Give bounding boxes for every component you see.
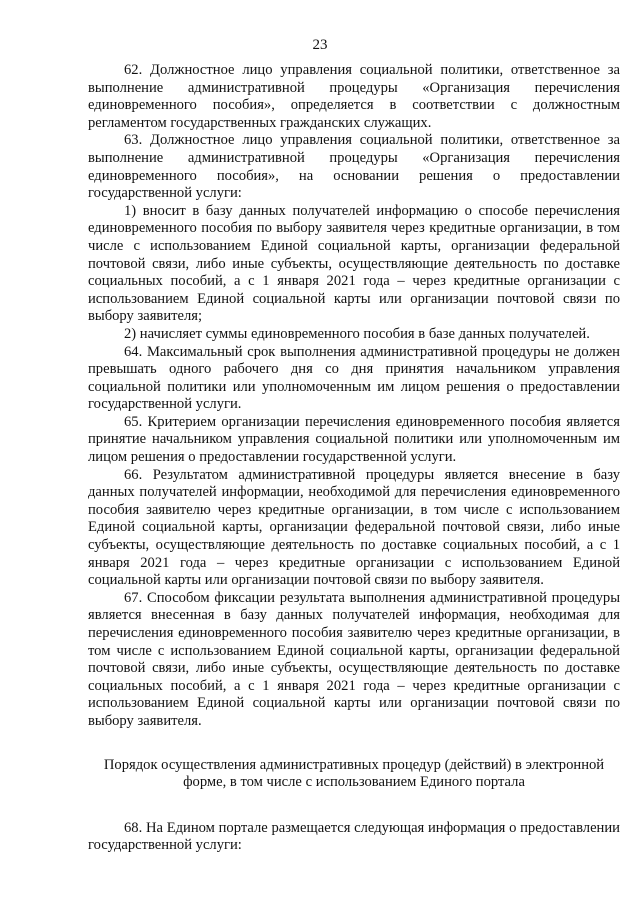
- page-number: 23: [312, 37, 328, 53]
- paragraph-64: 64. Максимальный срок выполнения административной процедуры не должен превышать одного рабочего дня со дня принятия начальником управления социальной политики или уполномоченным им лицом решения о предоставлении государственной услуги.: [88, 343, 620, 413]
- document-body: [88, 62, 620, 855]
- paragraph-62: 62. Должностное лицо управления социальной политики, ответственное за выполнение административной процедуры «Организация перечисления единовременного пособия», определяется в соответствии с должностным регламентом государственных гражданских служащих.: [88, 62, 620, 131]
- paragraph-63: 63. Должностное лицо управления социальной политики, ответственное за выполнение административной процедуры «Организация перечисления единовременного пособия», на основании решения о предоставлении государственной услуги:: [88, 132, 620, 202]
- section-heading: Порядок осуществления административных процедур (действий) в электронной форме, в том числе с использованием Единого портала: [103, 756, 605, 791]
- paragraph-65: 65. Критерием организации перечисления единовременного пособия является принятие начальником управления социальной политики или уполномоченным им лицом решения о предоставлении государственной услуги.: [88, 413, 620, 466]
- paragraph-63-item-2: 2) начисляет суммы единовременного пособия в базе данных получателей.: [124, 325, 590, 342]
- paragraph-68: 68. На Едином портале размещается следующая информация о предоставлении государственной услуги:: [88, 819, 620, 854]
- paragraph-67: 67. Способом фиксации результата выполнения административной процедуры является внесенная в базу данных получателей информация, необходимая для перечисления единовременного пособия заявителю через кредитные организации, в том числе с использованием Единой социальной карты, организации федеральной почтовой связи, либо иные субъекты, осуществляющие деятельность по доставке социальных пособий, а с 1 января 2021 года – через кредитные организации с использованием Единой социальной карты или организации почтовой связи по выбору заявителя.: [88, 589, 620, 729]
- paragraph-66: 66. Результатом административной процедуры является внесение в базу данных получателей информации, необходимой для перечисления единовременного пособия заявителю через кредитные организации, в том числе с использованием Единой социальной карты, организации федеральной почтовой связи, либо иные субъекты, осуществляющие деятельность по доставке социальных пособий, а с 1 января 2021 года – через кредитные организации с использованием Единой социальной карты или организации почтовой связи по выбору заявителя.: [88, 466, 620, 589]
- paragraph-63-item-1: 1) вносит в базу данных получателей информацию о способе перечисления единовременного пособия по выбору заявителя через кредитные организации, в том числе с использованием Единой социальной карты, организации федеральной почтовой связи, либо иные субъекты, осуществляющие деятельность по доставке социальных пособий, а с 1 января 2021 года – через кредитные организации с использованием Единой социальной карты или организации почтовой связи по выбору заявителя;: [88, 202, 620, 325]
